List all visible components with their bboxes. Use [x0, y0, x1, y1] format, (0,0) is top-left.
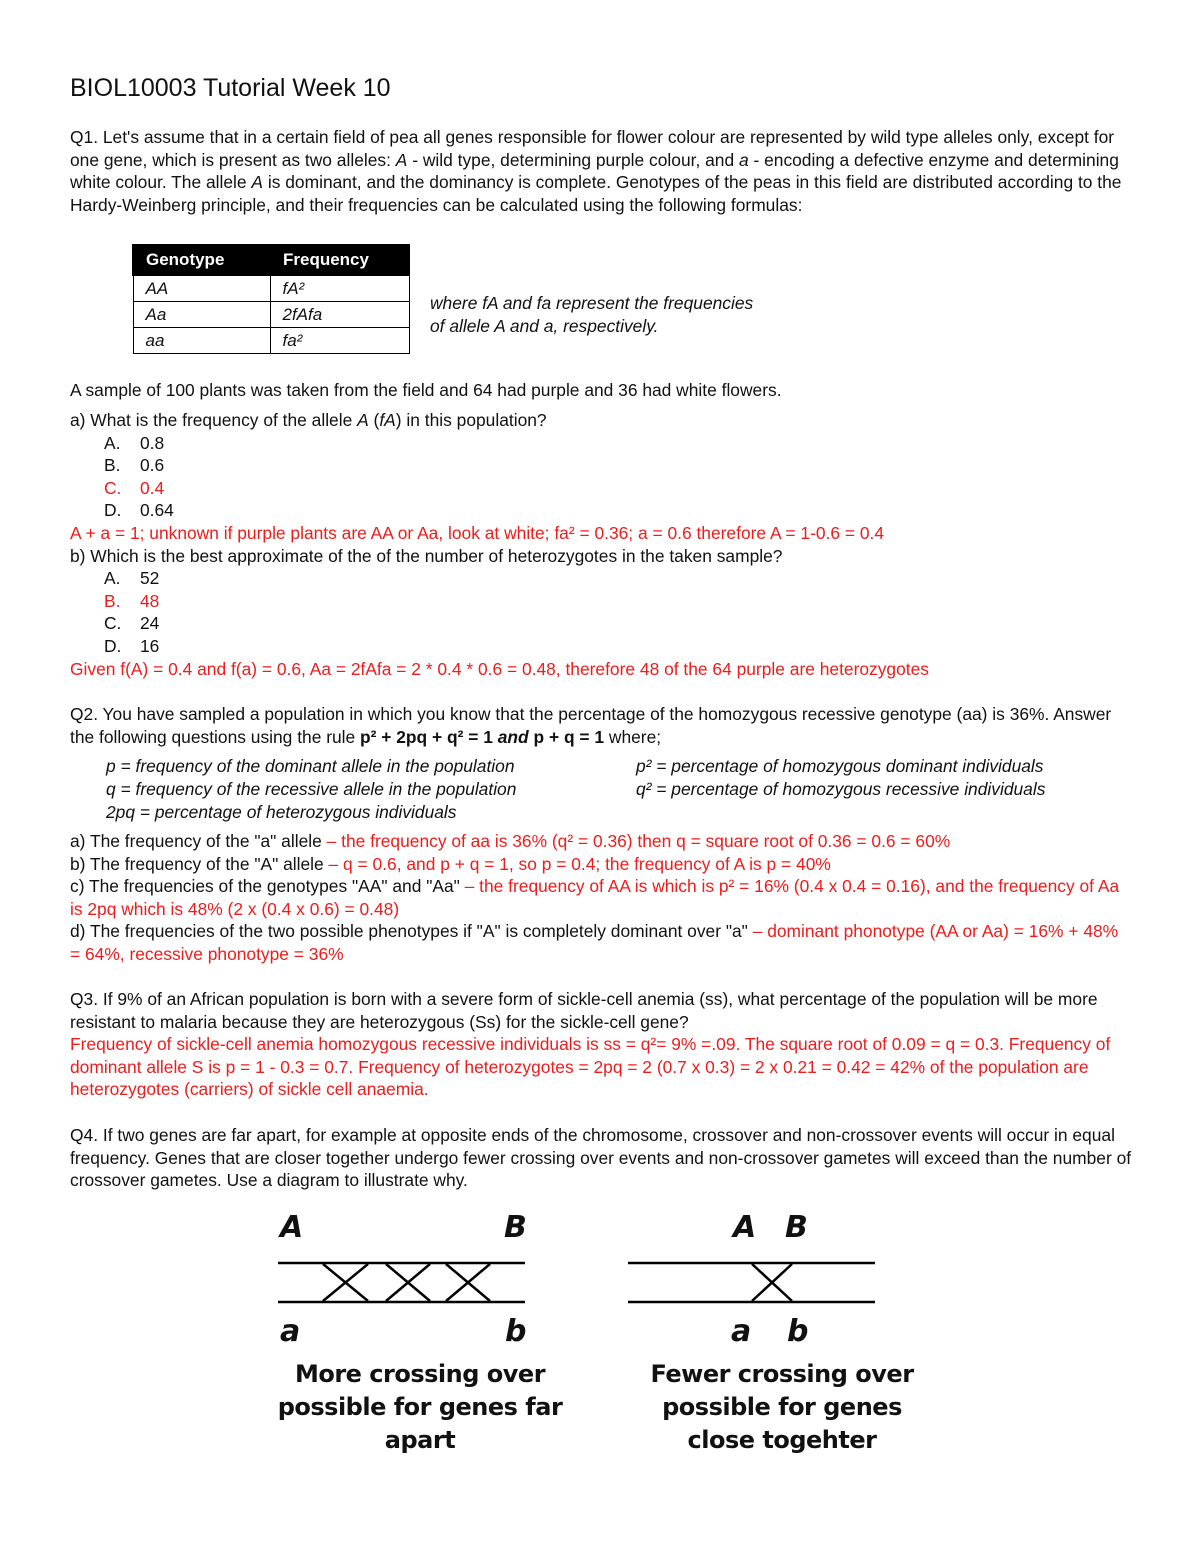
table-note: where fA and fa represent the frequencies of allele A and a, respectively.	[430, 293, 754, 336]
page-title: BIOL10003 Tutorial Week 10	[70, 74, 391, 102]
left-gene-b-label: b	[505, 1314, 527, 1349]
table-cell: aa	[133, 328, 270, 354]
q1b-option-d: D. 16	[104, 636, 160, 656]
table-header-frequency: Frequency	[270, 245, 409, 275]
table-header-genotype: Genotype	[133, 245, 270, 275]
table-cell: 2fAfa	[270, 302, 409, 328]
q2-intro: Q2. You have sampled a population in which you know that the percentage of the homozygous recessive genotype (aa) is 36%. Answer the following questions using the rule p² + 2pq + q² = 1 and p + q = 1 where;	[70, 704, 1112, 747]
q2-definitions-right: p² = percentage of homozygous dominant individuals q² = percentage of homozygous recessive individuals	[636, 756, 1046, 799]
q2-label: Q2.	[70, 704, 99, 724]
q1a-option-b: B. 0.6	[104, 455, 165, 475]
q2c: c) The frequencies of the genotypes "AA" and "Aa" – the frequency of AA is which is p² = 16% (0.4 x 0.4 = 0.16), and the frequency of Aa is 2pq which is 48% (2 x (0.4 x 0.6) = 0.48)	[70, 876, 1120, 919]
right-gene-B-label: B	[785, 1210, 808, 1245]
q1-intro: Q1. Let's assume that in a certain field of pea all genes responsible for flower colour are represented by wild type alleles only, except for one gene, which is present as two alleles: A - wild type, determining purple colour, and a - encoding a defective enzyme and determining white colour. The allele A is dominant, and the dominancy is complete. Genotypes of the peas in this field are distributed according to the Hardy-Weinberg principle, and their frequencies can be calculated using the following formulas:	[70, 127, 1122, 215]
q1a-option-a: A. 0.8	[104, 433, 165, 453]
left-diagram-caption: More crossing over possible for genes far apart	[277, 1360, 563, 1454]
left-gene-a-label: a	[280, 1314, 301, 1349]
q4-label: Q4.	[70, 1125, 99, 1145]
q1a-option-c-correct: C. 0.4	[104, 478, 165, 498]
q2d: d) The frequencies of the two possible phenotypes if "A" is completely dominant over "a" – dominant phonotype (AA or Aa) = 16% + 48% = 64%, recessive phonotype = 36%	[70, 921, 1119, 964]
q2-definitions-left: p = frequency of the dominant allele in the population q = frequency of the recessive allele in the population 2pq = percentage of heterozygous individuals	[106, 756, 517, 822]
q1b-answer: Given f(A) = 0.4 and f(a) = 0.6, Aa = 2fAfa = 2 * 0.4 * 0.6 = 0.48, therefore 48 of the 64 purple are heterozygotes	[70, 659, 929, 679]
q1b-option-c: C. 24	[104, 613, 160, 633]
right-gene-a-label: a	[731, 1314, 752, 1349]
left-gene-A-label: A	[280, 1210, 304, 1245]
table-cell: AA	[133, 275, 270, 302]
q1a-option-d: D. 0.64	[104, 500, 174, 520]
right-gene-b-label: b	[787, 1314, 809, 1349]
table-cell: fA²	[270, 275, 409, 302]
right-diagram-caption: Fewer crossing over possible for genes close togehter	[650, 1360, 914, 1454]
right-crossover-mark	[752, 1264, 792, 1301]
table-cell: fa²	[270, 328, 409, 354]
q3-answer: Frequency of sickle-cell anemia homozygous recessive individuals is ss = q²= 9% =.09. The square root of 0.09 = q = 0.3. Frequency of dominant allele S is p = 1 - 0.3 = 0.7. Frequency of heterozygotes = 2pq = 2 (0.7 x 0.3) = 2 x 0.21 = 0.42 = 42% of the population are heterozygotes (carriers) of sickle cell anaemia.	[70, 1034, 1111, 1100]
q1-label: Q1.	[70, 127, 99, 147]
table-cell: Aa	[133, 302, 270, 328]
q3-question: Q3. If 9% of an African population is born with a severe form of sickle-cell anemia (ss), what percentage of the population will be more resistant to malaria because they are heterozygous (Ss) for the sickle-cell gene?	[70, 989, 1098, 1032]
right-gene-A-label: A	[733, 1210, 757, 1245]
q4-question: Q4. If two genes are far apart, for example at opposite ends of the chromosome, crossover and non-crossover events will occur in equal frequency. Genes that are closer together undergo fewer crossing over events and non-crossover gametes will exceed than the number of crossover gametes. Use a diagram to illustrate why.	[70, 1125, 1132, 1191]
q1b-question: b) Which is the best approximate of the of the number of heterozygotes in the taken sample?	[70, 546, 783, 566]
q1a-question: a) What is the frequency of the allele A (fA) in this population?	[70, 410, 547, 430]
q2a: a) The frequency of the "a" allele – the frequency of aa is 36% (q² = 0.36) then q = square root of 0.36 = 0.6 = 60%	[70, 831, 951, 851]
q2b: b) The frequency of the "A" allele – q = 0.6, and p + q = 1, so p = 0.4; the frequency of A is p = 40%	[70, 853, 831, 874]
left-crossover-marks	[323, 1264, 490, 1301]
q1b-option-a: A. 52	[104, 568, 160, 588]
q1-sample-text: A sample of 100 plants was taken from the field and 64 had purple and 36 had white flowers.	[70, 380, 782, 400]
q1b-option-b-correct: B. 48	[104, 591, 160, 611]
q1a-answer: A + a = 1; unknown if purple plants are AA or Aa, look at white; fa² = 0.36; a = 0.6 therefore A = 1-0.6 = 0.4	[70, 523, 885, 543]
left-gene-B-label: B	[504, 1210, 527, 1245]
q3-label: Q3.	[70, 989, 99, 1009]
